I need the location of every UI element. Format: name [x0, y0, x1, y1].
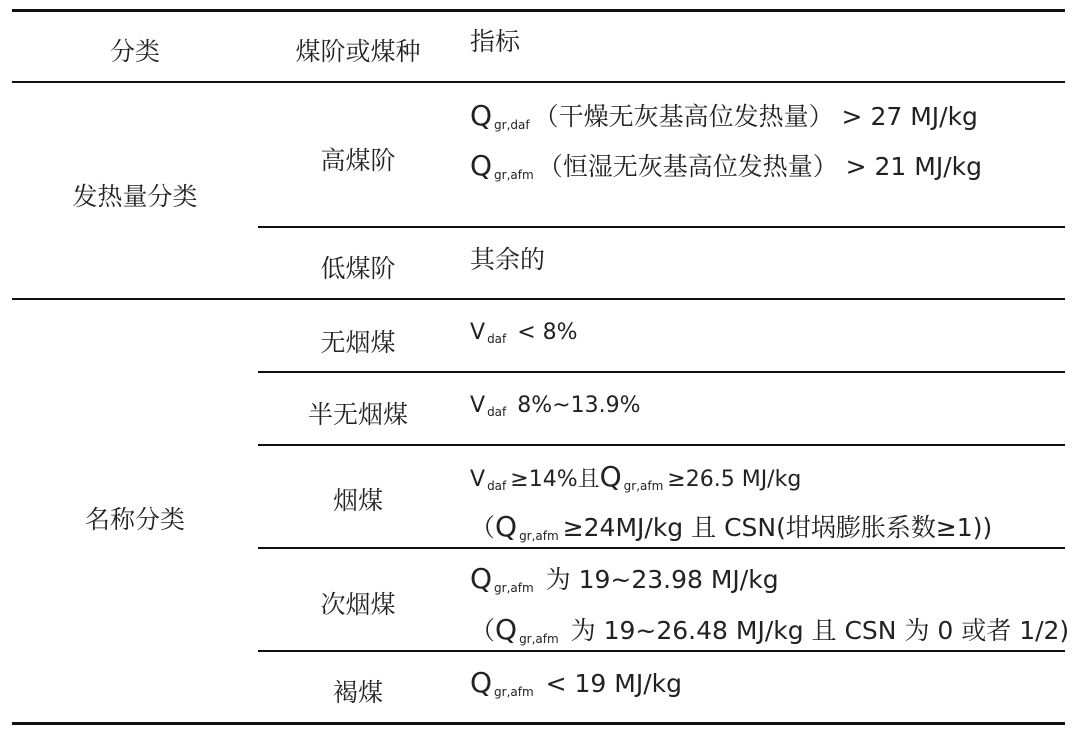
row-divider — [258, 371, 1065, 373]
indicator-high-line1: Q $_{gr,daf}$ （干燥无灰基高位发热量） > 27 MJ/kg — [470, 99, 978, 132]
indicator-high-line2: Q $_{gr,afm}$ （恒湿无灰基高位发热量） > 21 MJ/kg — [470, 149, 983, 182]
coal-semi-anthracite-label: 半无烟煤 — [307, 400, 408, 429]
header-rank: 煤阶或煤种 — [295, 37, 421, 66]
header-category: 分类 — [109, 37, 160, 66]
coal-lignite-label: 褐煤 — [332, 678, 383, 707]
header-indicator: 指标 — [470, 27, 521, 56]
group-calorific-label: 发热量分类 — [72, 182, 198, 211]
rank-low-label: 低煤阶 — [320, 254, 396, 283]
indicator-bituminous-line2: （Q $_{gr,afm}$ ≥24MJ/kg 且 CSN(坩埚膨胀系数≥1)) — [470, 510, 993, 543]
header-bottom-rule — [12, 81, 1065, 83]
group-divider — [12, 298, 1065, 300]
indicator-sub-bituminous-line1: Q $_{gr,afm}$ 为 19~23.98 MJ/kg — [470, 562, 779, 595]
rank-high-label: 高煤阶 — [320, 146, 396, 175]
indicator-low: 其余的 — [470, 245, 546, 274]
indicator-lignite: Q $_{gr,afm}$ < 19 MJ/kg — [470, 666, 682, 699]
coal-sub-bituminous-label: 次烟煤 — [320, 590, 396, 619]
indicator-bituminous-line1: V $_{daf}$ ≥14%且Q $_{gr,afm}$ ≥26.5 MJ/kg — [470, 460, 802, 493]
indicator-anthracite: V $_{daf}$ < 8% — [470, 320, 578, 346]
row-divider — [258, 444, 1065, 446]
group-name-label: 名称分类 — [84, 505, 185, 534]
table-top-rule — [12, 9, 1065, 12]
coal-anthracite-label: 无烟煤 — [320, 328, 396, 357]
table-bottom-rule — [12, 722, 1065, 725]
indicator-semi-anthracite: V $_{daf}$ 8%~13.9% — [470, 393, 641, 419]
indicator-sub-bituminous-line2: （Q $_{gr,afm}$ 为 19~26.48 MJ/kg 且 CSN 为 0 或者 1/2) — [470, 613, 1070, 646]
coal-bituminous-label: 烟煤 — [332, 486, 383, 515]
row-divider — [258, 226, 1065, 228]
